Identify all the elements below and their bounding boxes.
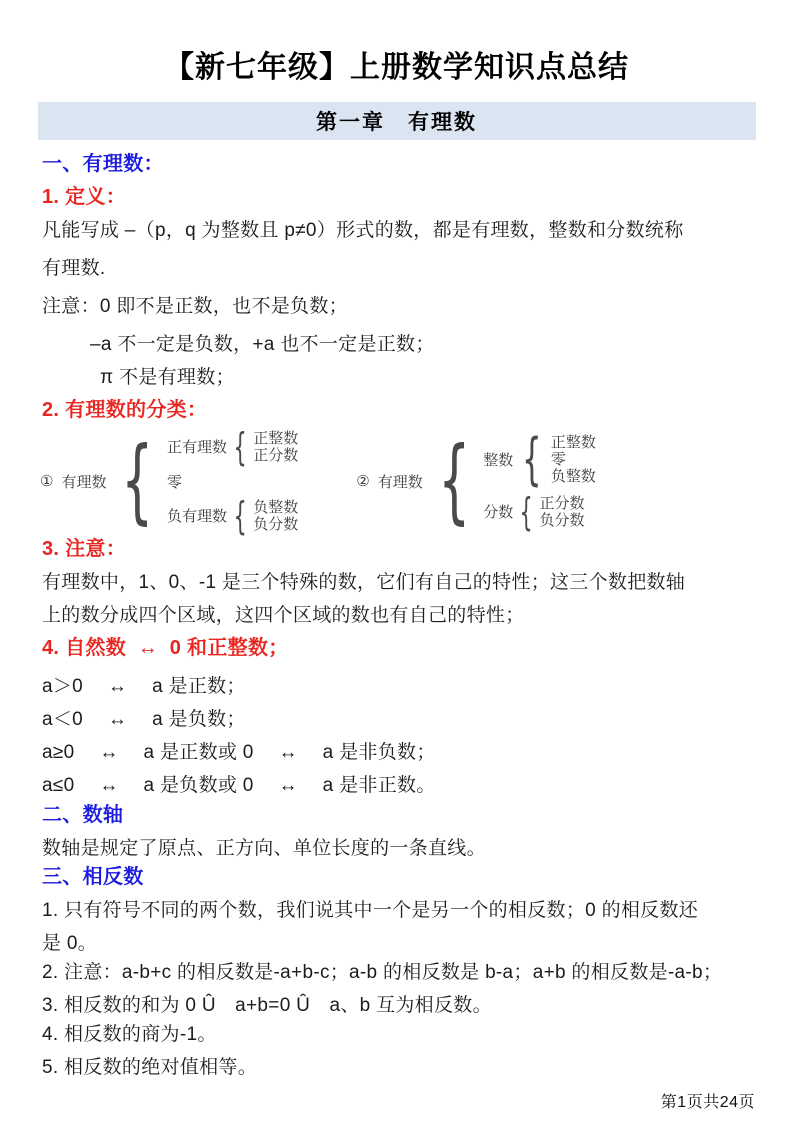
branch-children xyxy=(539,495,584,529)
subheading-natural-numbers: 4. 自然数 ↔ 0 和正整数； xyxy=(42,637,289,659)
diagram-2-root-label: 有理数 xyxy=(377,473,423,491)
opposite-point-3: 3. 相反数的和为 0 Û a+b=0 Û a、b 互为相反数。 xyxy=(42,995,492,1016)
relation-a-le-0: a≤0 ↔ a 是负数或 0 ↔ a 是非正数。 xyxy=(42,775,436,796)
number-axis-definition: 数轴是规定了原点、正方向、单位长度的一条直线。 xyxy=(42,838,486,859)
note-body-1: 有理数中，1、0、-1 是三个特殊的数，它们有自己的特性；这三个数把数轴 xyxy=(42,572,686,593)
brace-icon xyxy=(438,435,470,527)
section-heading-opposite-numbers: 三、相反数 xyxy=(42,866,144,888)
diagram-1-branch-positive xyxy=(167,428,298,466)
diagram-2-index: ② xyxy=(356,473,370,490)
diagram-1-branch-negative xyxy=(167,497,298,535)
leaf-label: 负整数 xyxy=(550,468,596,485)
opposite-point-1-line-2: 是 0。 xyxy=(42,933,98,954)
definition-line-1: 凡能写成 –（p，q 为整数且 p≠0）形式的数，都是有理数，整数和分数统称 xyxy=(42,220,684,241)
diagram-1-branch-zero xyxy=(167,471,298,492)
branch-label: 整数 xyxy=(483,452,514,469)
brace-icon xyxy=(522,432,542,488)
subheading-classification: 2. 有理数的分类： xyxy=(42,399,208,421)
document-body xyxy=(0,140,793,1084)
subheading-definition: 1. 定义： xyxy=(42,186,127,208)
definition-line-2: 有理数. xyxy=(42,258,106,279)
leaf-label: 正整数 xyxy=(253,429,299,447)
brace-icon xyxy=(122,435,154,527)
opposite-point-5: 5. 相反数的绝对值相等。 xyxy=(42,1057,258,1078)
leaf-label: 零 xyxy=(550,451,566,468)
leaf-label: 正整数 xyxy=(550,434,596,451)
leaf-label: 正分数 xyxy=(253,446,299,464)
classification-diagram-2 xyxy=(356,432,596,531)
leaf-label: 负整数 xyxy=(253,498,299,516)
section-heading-rational-numbers: 一、有理数： xyxy=(42,153,164,175)
branch-children xyxy=(551,434,596,485)
brace-icon xyxy=(233,497,246,535)
diagram-1-root-label: 有理数 xyxy=(61,473,107,491)
leaf-label: 负分数 xyxy=(253,515,299,533)
diagram-2-branch-integers xyxy=(483,432,596,488)
chapter-banner-label: 第一章 有理数 xyxy=(316,111,477,134)
branch-children xyxy=(253,499,298,533)
branch-label: 正有理数 xyxy=(167,439,228,456)
diagram-1-index: ① xyxy=(40,473,54,490)
classification-diagram-1 xyxy=(40,428,298,535)
brace-icon xyxy=(520,493,533,531)
brace-icon xyxy=(233,428,246,466)
definition-note-2: –a 不一定是负数，+a 也不一定是正数； xyxy=(90,334,435,355)
classification-diagrams xyxy=(40,429,759,533)
branch-label: 负有理数 xyxy=(167,508,228,525)
section-heading-number-axis: 二、数轴 xyxy=(42,804,124,826)
relation-a-gt-0: a＞0 ↔ a 是正数； xyxy=(42,676,246,697)
leaf-label: 负分数 xyxy=(539,511,585,529)
branch-label: 分数 xyxy=(483,504,514,521)
note-body-2: 上的数分成四个区域，这四个区域的数也有自己的特性； xyxy=(42,605,525,626)
page-title: 【新七年级】上册数学知识点总结 xyxy=(164,51,629,84)
opposite-point-1-line-1: 1. 只有符号不同的两个数，我们说其中一个是另一个的相反数；0 的相反数还 xyxy=(42,900,699,921)
diagram-2-branch-fractions xyxy=(483,493,596,531)
page-number: 第1页共24页 xyxy=(660,1094,755,1111)
definition-note-3: π 不是有理数； xyxy=(100,367,235,388)
opposite-point-4: 4. 相反数的商为-1。 xyxy=(42,1024,217,1045)
diagram-2-branches xyxy=(483,432,596,531)
branch-label: 零 xyxy=(167,473,183,491)
relation-a-ge-0: a≥0 ↔ a 是正数或 0 ↔ a 是非负数； xyxy=(42,742,436,763)
branch-children xyxy=(253,430,298,464)
chapter-banner xyxy=(38,102,756,140)
subheading-note: 3. 注意： xyxy=(42,538,127,560)
leaf-label: 正分数 xyxy=(539,494,585,512)
opposite-point-2: 2. 注意：a-b+c 的相反数是-a+b-c；a-b 的相反数是 b-a；a+b 的相反数是-a-b； xyxy=(42,962,723,983)
definition-note-1: 注意：0 即不是正数，也不是负数； xyxy=(42,296,348,317)
relation-a-lt-0: a＜0 ↔ a 是负数； xyxy=(42,709,246,730)
diagram-1-branches xyxy=(167,428,298,535)
